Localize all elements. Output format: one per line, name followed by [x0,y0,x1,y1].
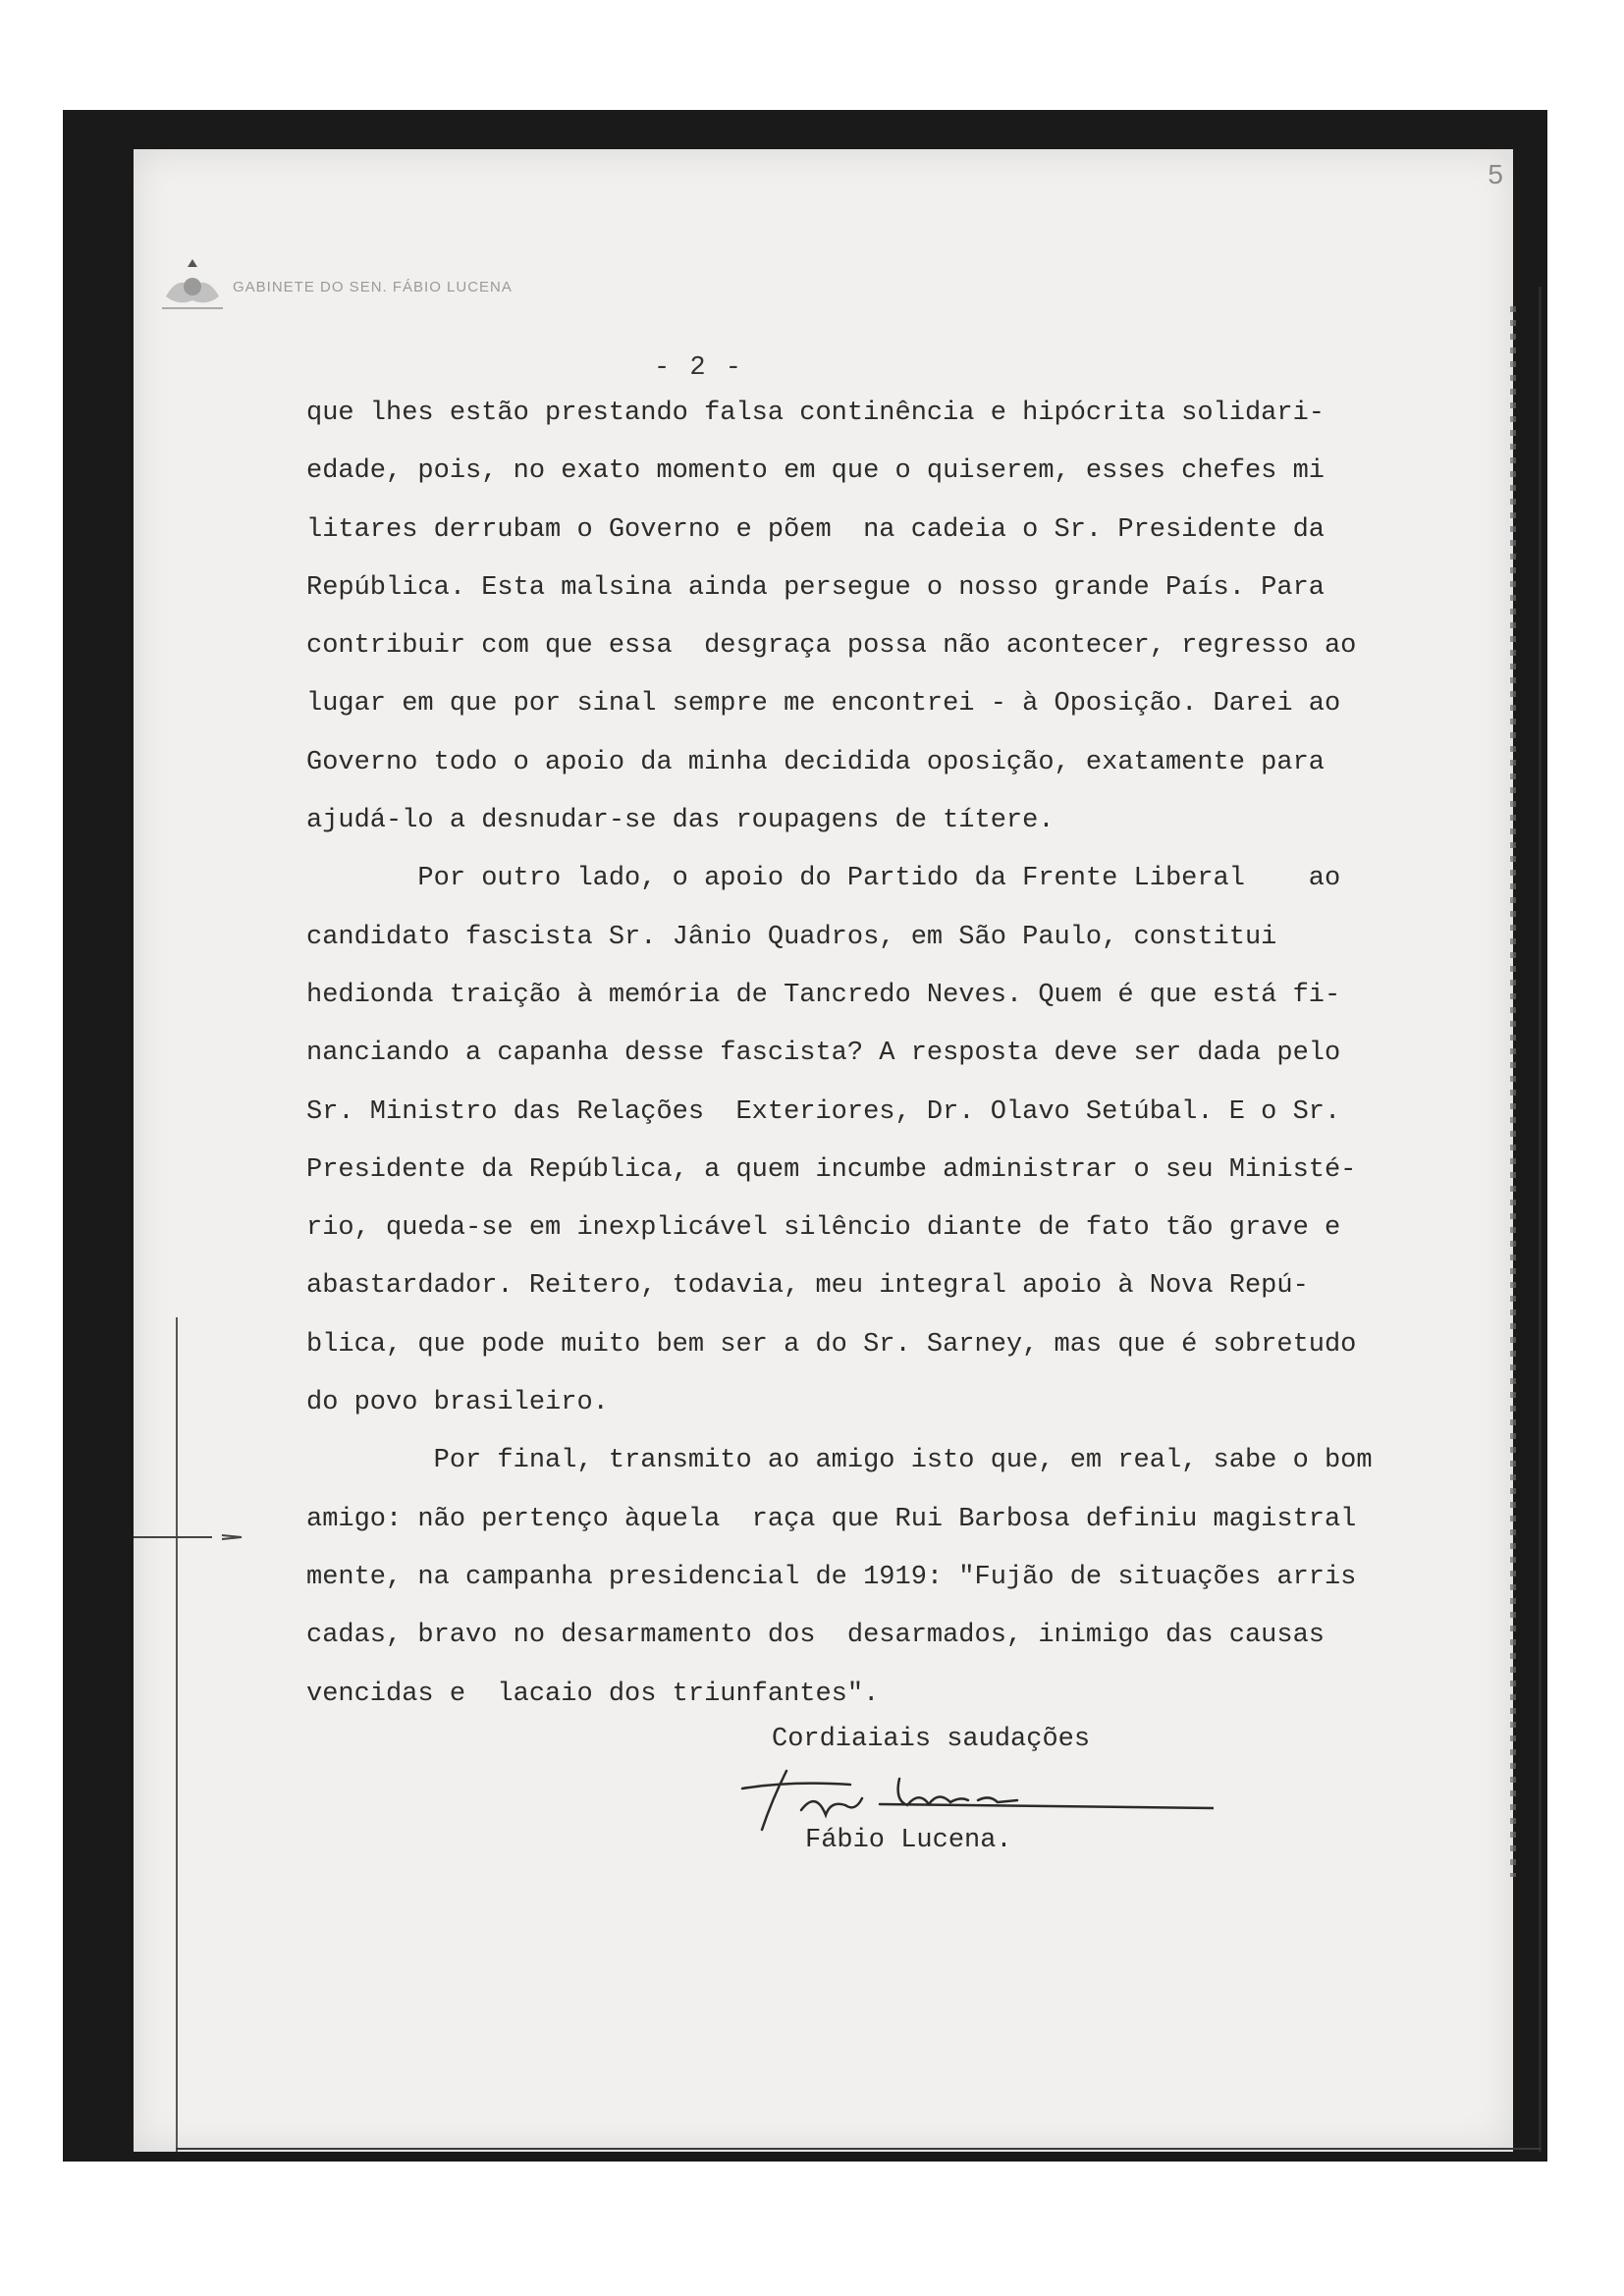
body-line: hedionda traição à memória de Tancredo Neves. Quem é que está fi- [306,980,1341,1010]
letterhead [158,257,845,316]
letterhead-text: GABINETE DO SEN. FÁBIO LUCENA [233,279,513,295]
body-line: ajudá-lo a desnudar-se das roupagens de títere. [306,806,1055,836]
body-line: vencidas e lacaio dos triunfantes". [306,1679,880,1709]
body-line: Por outro lado, o apoio do Partido da Frente Liberal ao [306,864,1341,894]
scan-frame [63,110,1547,2162]
body-line: edade, pois, no exato momento em que o quiserem, esses chefes mi [306,456,1325,487]
body-line: litares derrubam o Governo e põem na cadeia o Sr. Presidente da [306,514,1325,545]
coat-of-arms-icon [158,257,227,316]
body-line: candidato fascista Sr. Jânio Quadros, em São Paulo, constitui [306,922,1277,952]
body-line: rio, queda-se em inexplicável silêncio diante de fato tão grave e [306,1213,1341,1244]
bottom-rule [176,2148,1541,2150]
body-line: mente, na campanha presidencial de 1919: "Fujão de situações arris [306,1562,1357,1592]
page-number: 5 [1488,159,1503,189]
body-line: Sr. Ministro das Relações Exteriores, Dr. Olavo Setúbal. E o Sr. [306,1096,1341,1127]
signer-name: Fábio Lucena. [805,1826,1012,1855]
body-line: abastardador. Reitero, todavia, meu integral apoio à Nova Repú- [306,1271,1309,1302]
body-line: nanciando a capanha desse fascista? A resposta deve ser dada pelo [306,1039,1341,1069]
page-marker: - 2 - [654,353,744,383]
body-line: contribuir com que essa desgraça possa não acontecer, regresso ao [306,631,1357,662]
arrow-mark-icon [134,1533,251,1541]
body-line: Governo todo o apoio da minha decidida oposição, exatamente para [306,747,1325,777]
document-page [134,149,1513,2152]
body-line: República. Esta malsina ainda persegue o nosso grande País. Para [306,572,1325,603]
margin-line-right [1539,287,1542,2152]
closing-salutation: Cordiaiais saudações [772,1725,1091,1754]
body-line: Presidente da República, a quem incumbe administrar o seu Ministé- [306,1154,1357,1185]
body-line: do povo brasileiro. [306,1388,609,1418]
body-line: cadas, bravo no desarmamento dos desarmados, inimigo das causas [306,1621,1325,1651]
letter-body [306,385,1465,1724]
body-line: Por final, transmito ao amigo isto que, em real, sabe o bom [306,1446,1373,1476]
body-line: que lhes estão prestando falsa continência e hipócrita solidari- [306,399,1325,428]
body-line: lugar em que por sinal sempre me encontrei - à Oposição. Darei ao [306,689,1341,720]
binding-dashes [1510,306,1516,1877]
margin-line-left [176,1317,178,2152]
body-line: amigo: não pertenço àquela raça que Rui Barbosa definiu magistral [306,1504,1357,1534]
body-line: blica, que pode muito bem ser a do Sr. Sarney, mas que é sobretudo [306,1329,1357,1360]
